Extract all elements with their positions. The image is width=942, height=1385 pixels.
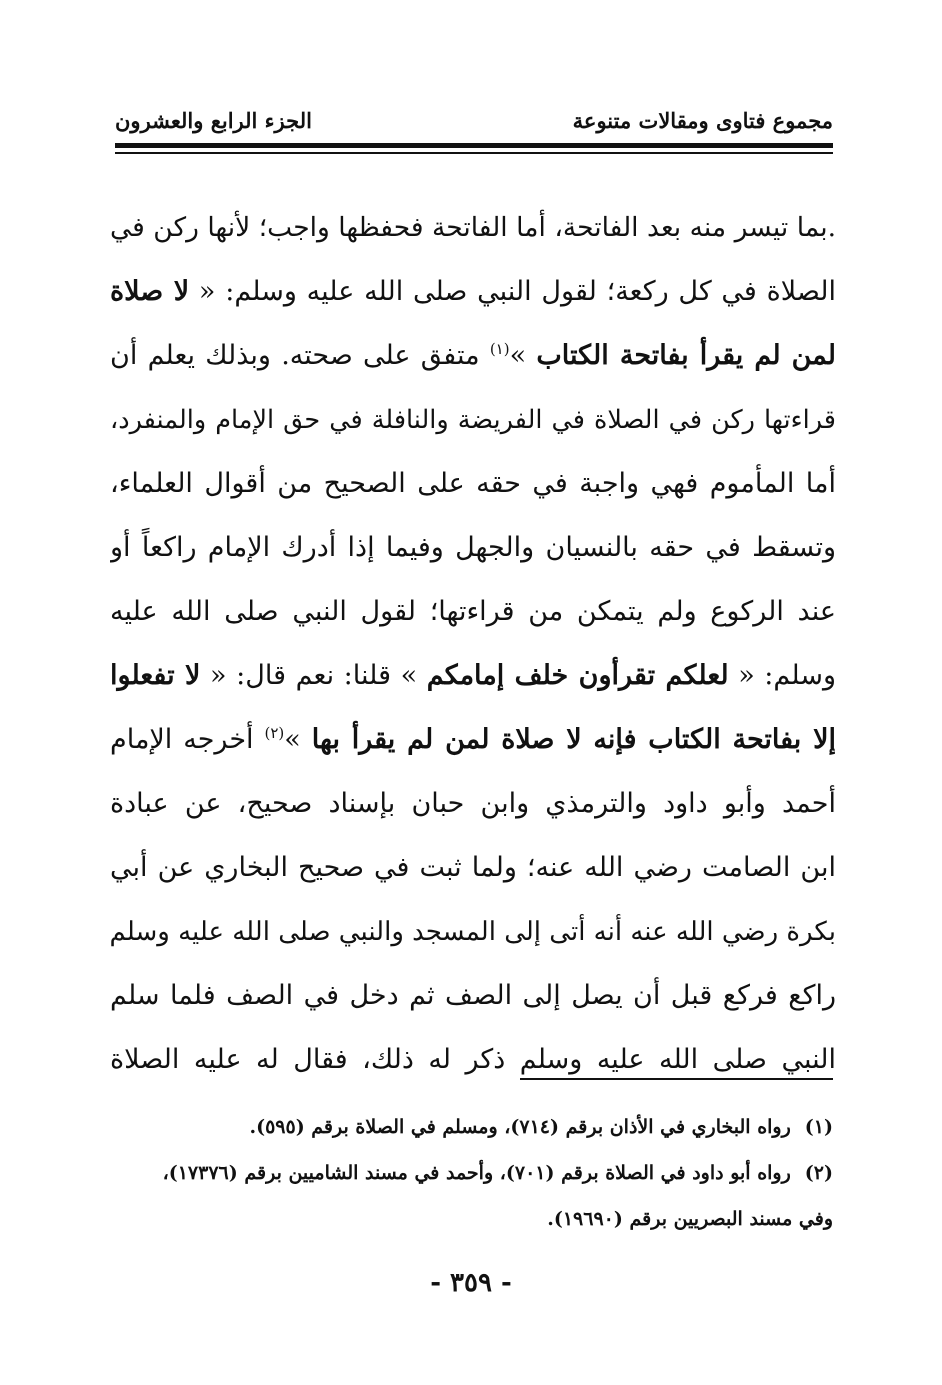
text-line-content: متفق على صحته. وبذلك يعلم أن	[110, 340, 490, 371]
text-line	[110, 1028, 836, 1092]
text-line-content: أحمد وأبو داود والترمذي وابن حبان بإسناد صحيح، عن عبادة	[110, 788, 836, 819]
text-line-content: .بما تيسر منه بعد الفاتحة، أما الفاتحة فحفظها واجب؛ لأنها ركن في	[110, 212, 836, 243]
footnote-text: رواه البخاري في الأذان برقم (٧١٤)، ومسلم في الصلاة برقم (٥٩٥).	[249, 1116, 791, 1138]
footnote-separator	[520, 1078, 833, 1080]
main-text	[110, 196, 836, 1092]
text-line	[110, 452, 836, 516]
hadith-quote: إلا بفاتحة الكتاب فإنه لا صلاة لمن لم يقرأ بها	[311, 724, 836, 755]
text-line-content: » قلنا: نعم قال: «	[200, 660, 427, 691]
text-line	[110, 708, 836, 772]
footnote-ref[interactable]: (١)	[489, 340, 510, 358]
header-rule-thick	[115, 143, 833, 148]
hadith-quote: لا تفعلوا	[110, 660, 201, 691]
footnote-2	[160, 1150, 833, 1196]
text-line	[110, 900, 836, 964]
text-line	[110, 580, 836, 644]
book-title: مجموع فتاوى ومقالات متنوعة	[572, 108, 833, 133]
text-line	[110, 388, 836, 452]
header-rule-thin	[115, 152, 833, 154]
text-line-content: وسلم: «	[728, 660, 836, 691]
text-line-content: أما المأموم فهي واجبة في حقه على الصحيح من أقوال العلماء،	[110, 468, 836, 499]
text-line-content: النبي صلى الله عليه وسلم ذكر له ذلك، فقال له عليه الصلاة	[110, 1044, 836, 1075]
footnote-1	[160, 1104, 833, 1150]
running-header	[115, 108, 833, 136]
text-line-content: وتسقط في حقه بالنسيان والجهل وفيما إذا أدرك الإمام راكعاً أو	[110, 532, 836, 563]
footnote-number: (٢)	[804, 1162, 833, 1184]
text-line	[110, 260, 836, 324]
part-title: الجزء الرابع والعشرون	[115, 108, 312, 133]
text-line	[110, 644, 836, 708]
footnote-number: (١)	[804, 1116, 833, 1138]
hadith-quote: لا صلاة	[110, 276, 190, 307]
footnote-ref[interactable]: (٢)	[264, 724, 285, 742]
text-line	[110, 964, 836, 1028]
quote-mark: »	[509, 340, 537, 371]
footnote-text: رواه أبو داود في الصلاة برقم (٧٠١)، وأحمد في مسند الشاميين برقم (١٧٣٧٦)،	[162, 1162, 791, 1184]
text-line	[110, 516, 836, 580]
text-line	[110, 196, 836, 260]
footnote-text: وفي مسند البصريين برقم (١٩٦٩٠).	[547, 1208, 833, 1230]
footnotes	[160, 1104, 833, 1242]
page-number: - ٣٥٩ -	[430, 1268, 512, 1298]
text-line-content: أخرجه الإمام	[110, 724, 265, 755]
text-line-content: قراءتها ركن في الصلاة في الفريضة والنافلة في حق الإمام والمنفرد،	[110, 405, 836, 435]
hadith-quote: لعلكم تقرأون خلف إمامكم	[426, 660, 729, 691]
text-line-content: راكع فركع قبل أن يصل إلى الصف ثم دخل في الصف فلما سلم	[110, 980, 836, 1011]
footnote-2-continuation	[160, 1196, 833, 1242]
text-line	[110, 836, 836, 900]
text-line-content: ابن الصامت رضي الله عنه؛ ولما ثبت في صحيح البخاري عن أبي	[110, 852, 836, 883]
text-line-content: بكرة رضي الله عنه أنه أتى إلى المسجد والنبي صلى الله عليه وسلم	[110, 917, 836, 947]
text-line-content: عند الركوع ولم يتمكن من قراءتها؛ لقول النبي صلى الله عليه	[110, 596, 836, 627]
text-line	[110, 324, 836, 388]
text-line	[110, 772, 836, 836]
text-line-content: الصلاة في كل ركعة؛ لقول النبي صلى الله عليه وسلم: «	[189, 276, 836, 307]
hadith-quote: لمن لم يقرأ بفاتحة الكتاب	[536, 340, 836, 371]
quote-mark: »	[284, 724, 312, 755]
